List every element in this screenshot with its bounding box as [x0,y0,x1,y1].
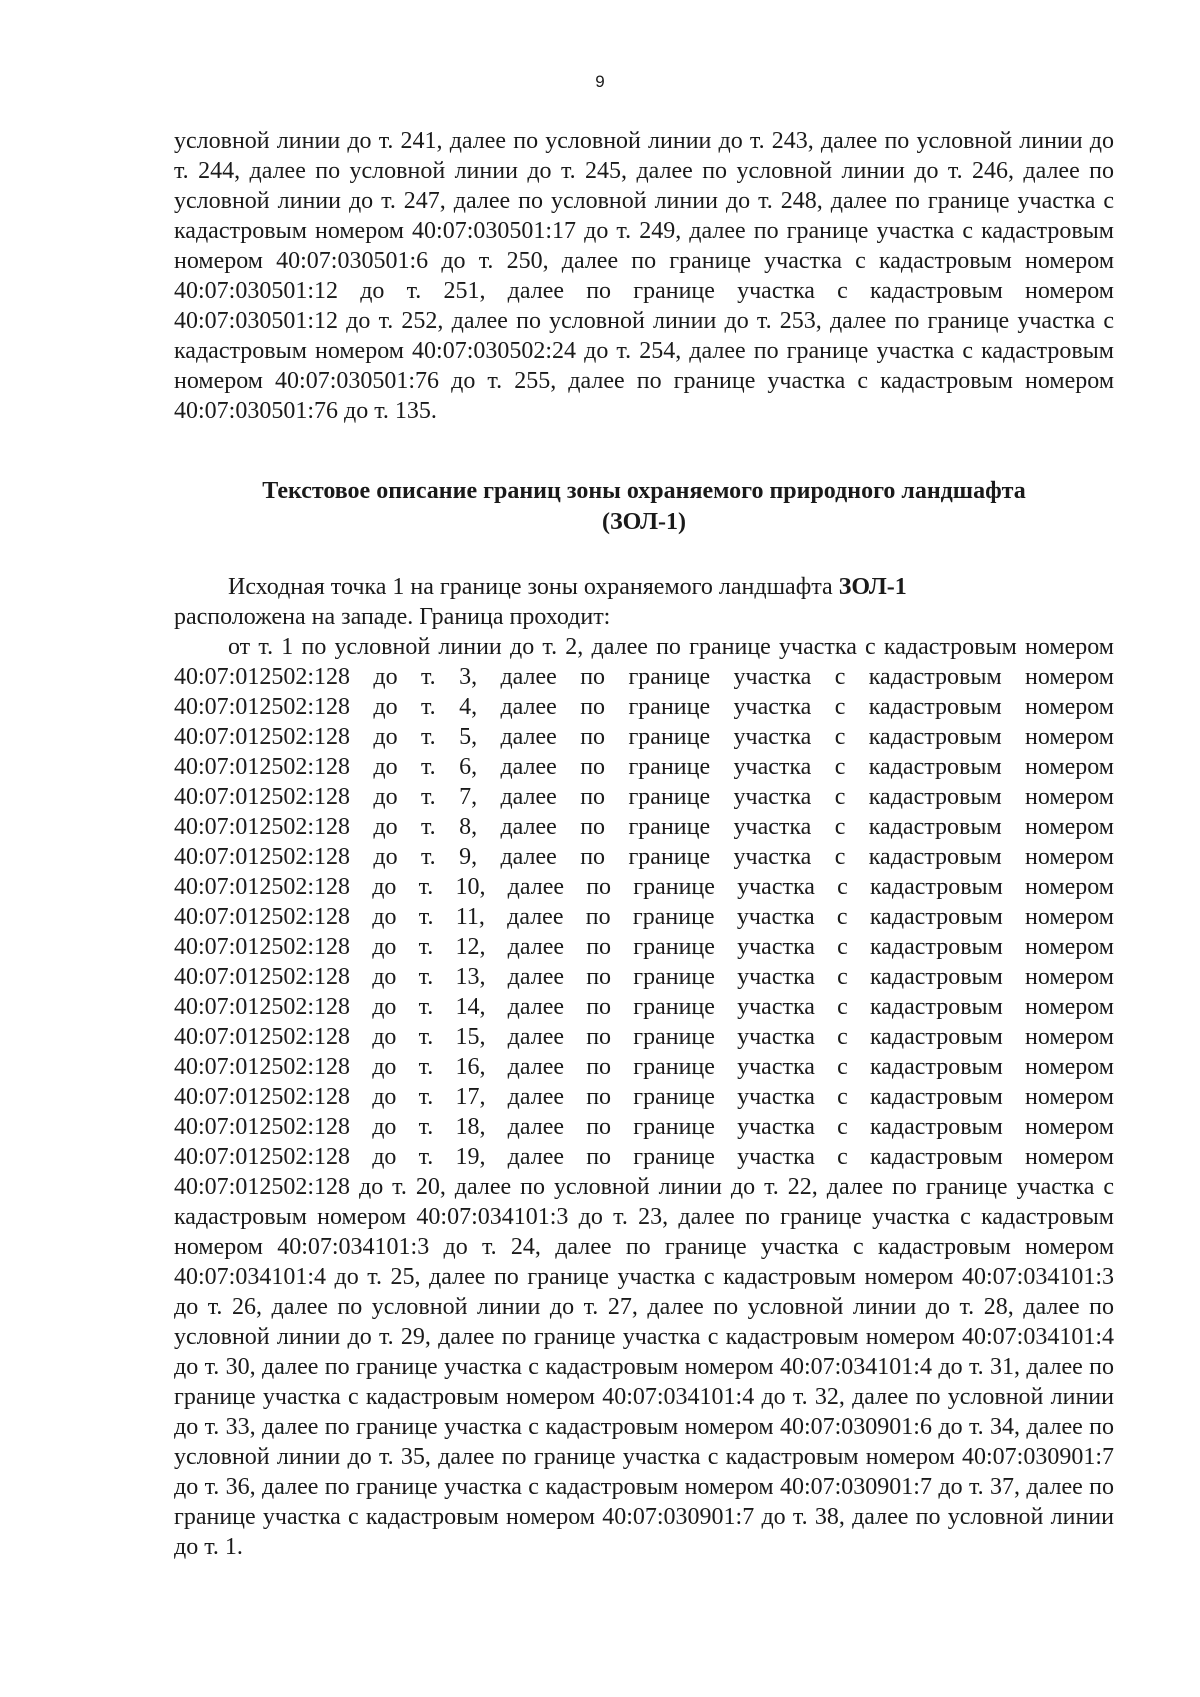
document-body [174,126,1114,1562]
continuation-paragraph: условной линии до т. 241, далее по условной линии до т. 243, далее по условной линии до т. 244, далее по условной линии до т. 245, далее по условной линии до т. 246, далее по условной линии до т. 247, далее по условной линии до т. 248, далее по границе участка с кадастровым номером 40:07:030501:17 до т. 249, далее по границе участка с кадастровым номером 40:07:030501:6 до т. 250, далее по границе участка с кадастровым номером 40:07:030501:12 до т. 251, далее по границе участка с кадастровым номером 40:07:030501:12 до т. 252, далее по условной линии до т. 253, далее по границе участка с кадастровым номером 40:07:030502:24 до т. 254, далее по границе участка с кадастровым номером 40:07:030501:76 до т. 255, далее по границе участка с кадастровым номером 40:07:030501:76 до т. 135. [174,128,1114,424]
section-heading-line1: Текстовое описание границ зоны охраняемого природного ландшафта [262,478,1026,504]
intro-continuation: расположена на западе. Граница проходит: [174,604,611,630]
section-heading [174,476,1114,538]
boundary-description: от т. 1 по условной линии до т. 2, далее по границе участка с кадастровым номером 40:07:012502:128 до т. 3, далее по границе участка с кадастровым номером 40:07:012502:128 до т. 4, далее по границе участка с кадастровым номером 40:07:012502:128 до т. 5, далее по границе участка с кадастровым номером 40:07:012502:128 до т. 6, далее по границе участка с кадастровым номером 40:07:012502:128 до т. 7, далее по границе участка с кадастровым номером 40:07:012502:128 до т. 8, далее по границе участка с кадастровым номером 40:07:012502:128 до т. 9, далее по границе участка с кадастровым номером 40:07:012502:128 до т. 10, далее по границе участка с кадастровым номером 40:07:012502:128 до т. 11, далее по границе участка с кадастровым номером 40:07:012502:128 до т. 12, далее по границе участка с кадастровым номером 40:07:012502:128 до т. 13, далее по границе участка с кадастровым номером 40:07:012502:128 до т. 14, далее по границе участка с кадастровым номером 40:07:012502:128 до т. 15, далее по границе участка с кадастровым номером 40:07:012502:128 до т. 16, далее по границе участка с кадастровым номером 40:07:012502:128 до т. 17, далее по границе участка с кадастровым номером 40:07:012502:128 до т. 18, далее по границе участка с кадастровым номером 40:07:012502:128 до т. 19, далее по границе участка с кадастровым номером 40:07:012502:128 до т. 20, далее по условной линии до т. 22, далее по границе участка с кадастровым номером 40:07:034101:3 до т. 23, далее по границе участка с кадастровым номером 40:07:034101:3 до т. 24, далее по границе участка с кадастровым номером 40:07:034101:4 до т. 25, далее по границе участка с кадастровым номером 40:07:034101:3 до т. 26, далее по условной линии до т. 27, далее по условной линии до т. 28, далее по условной линии до т. 29, далее по границе участка с кадастровым номером 40:07:034101:4 до т. 30, далее по границе участка с кадастровым номером 40:07:034101:4 до т. 31, далее по границе участка с кадастровым номером 40:07:034101:4 до т. 32, далее по условной линии до т. 33, далее по границе участка с кадастровым номером 40:07:030901:6 до т. 34, далее по условной линии до т. 35, далее по границе участка с кадастровым номером 40:07:030901:7 до т. 36, далее по границе участка с кадастровым номером 40:07:030901:7 до т. 37, далее по границе участка с кадастровым номером 40:07:030901:7 до т. 38, далее по условной линии до т. 1. [174,634,1114,1560]
page-number: 9 [595,72,605,91]
intro-text: Исходная точка 1 на границе зоны охраняемого ландшафта [228,574,839,600]
section-heading-line2: (ЗОЛ-1) [602,509,686,535]
zone-code: ЗОЛ-1 [838,574,907,600]
intro-line [174,572,1114,602]
